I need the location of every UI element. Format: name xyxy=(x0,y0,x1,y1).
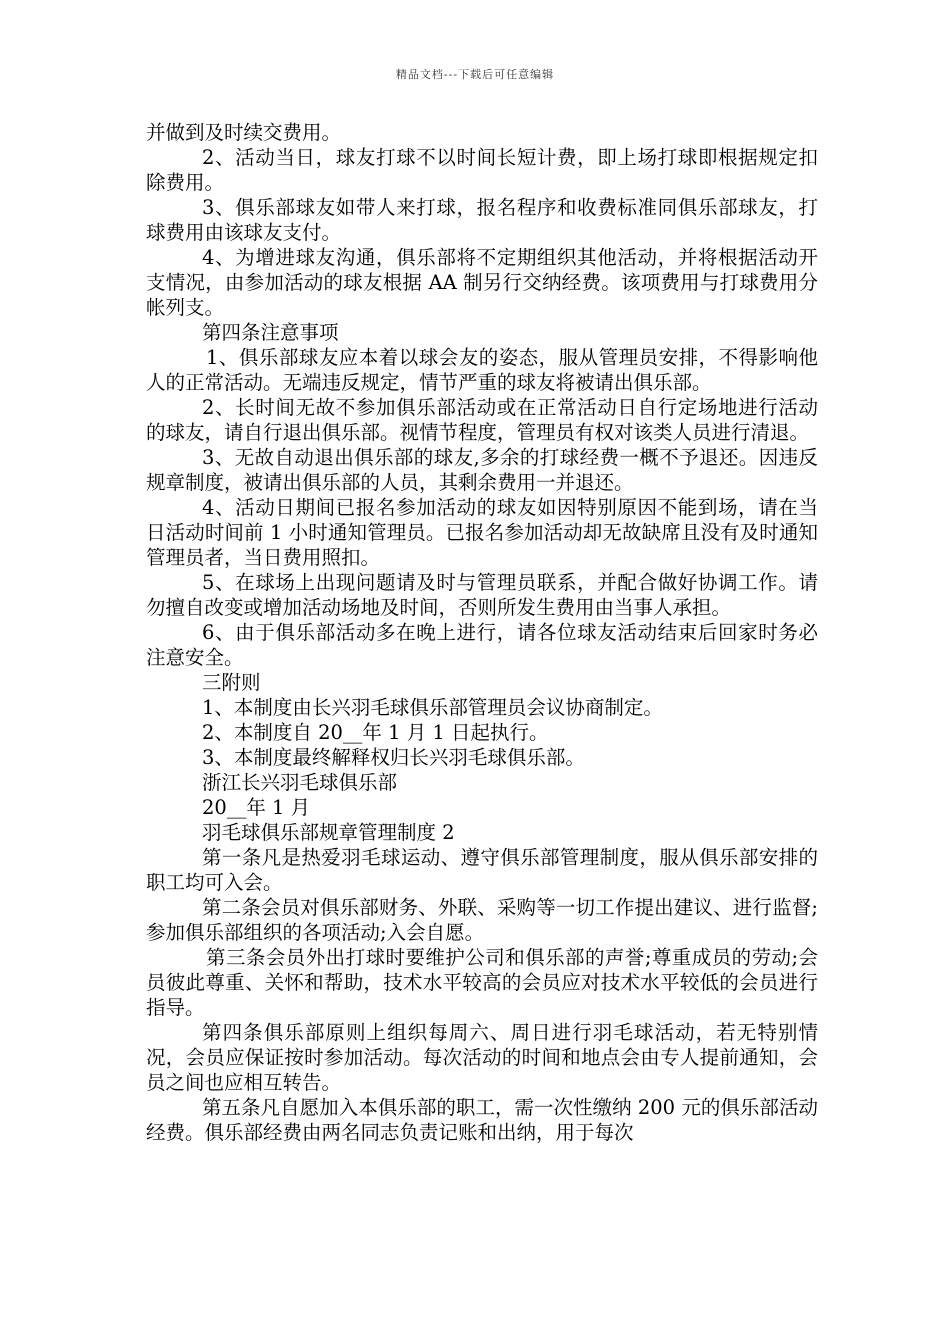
paragraph-continuation: 并做到及时续交费用。 xyxy=(146,121,342,144)
appendix-item-2: 2、本制度自 20__年 1 月 1 日起执行。 xyxy=(202,721,549,744)
section-heading-appendix: 三附则 xyxy=(202,671,261,694)
paragraph-note-3: 3、无故自动退出俱乐部的球友,多余的打球经费一概不予退还。因违反规章制度，被请出俱乐部的人员，其剩余费用一并退还。 xyxy=(146,446,818,494)
paragraph-item-2: 2、活动当日，球友打球不以时间长短计费，即上场打球即根据规定扣除费用。 xyxy=(146,146,818,194)
paragraph-item-3: 3、俱乐部球友如带人来打球，报名程序和收费标准同俱乐部球友，打球费用由该球友支付。 xyxy=(146,196,818,244)
signature-date: 20__年 1 月 xyxy=(202,796,311,819)
article-5: 第五条凡自愿加入本俱乐部的职工，需一次性缴纳 200 元的俱乐部活动经费。俱乐部经费由两名同志负责记账和出纳，用于每次 xyxy=(146,1096,818,1144)
signature-organization: 浙江长兴羽毛球俱乐部 xyxy=(202,771,398,794)
section-heading-article-4: 第四条注意事项 xyxy=(202,321,339,344)
article-4: 第四条俱乐部原则上组织每周六、周日进行羽毛球活动，若无特别情况，会员应保证按时参加活动。每次活动的时间和地点会由专人提前通知，会员之间也应相互转告。 xyxy=(146,1021,818,1094)
appendix-item-3: 3、本制度最终解释权归长兴羽毛球俱乐部。 xyxy=(202,746,585,769)
paragraph-note-5: 5、在球场上出现问题请及时与管理员联系，并配合做好协调工作。请勿擅自改变或增加活动场地及时间，否则所发生费用由当事人承担。 xyxy=(146,571,818,619)
article-1: 第一条凡是热爱羽毛球运动、遵守俱乐部管理制度，服从俱乐部安排的职工均可入会。 xyxy=(146,846,818,894)
article-2: 第二条会员对俱乐部财务、外联、采购等一切工作提出建议、进行监督;参加俱乐部组织的各项活动;入会自愿。 xyxy=(146,896,818,944)
article-3: 第三条会员外出打球时要维护公司和俱乐部的声誉;尊重成员的劳动;会员彼此尊重、关怀和帮助，技术水平较高的会员应对技术水平较低的会员进行指导。 xyxy=(146,946,818,1019)
paragraph-note-2: 2、长时间无故不参加俱乐部活动或在正常活动日自行定场地进行活动的球友，请自行退出俱乐部。视情节程度，管理员有权对该类人员进行清退。 xyxy=(146,396,818,444)
document-body xyxy=(146,120,818,1145)
header-note: 精品文档---下载后可任意编辑 xyxy=(395,68,555,81)
paragraph-note-4: 4、活动日期间已报名参加活动的球友如因特别原因不能到场，请在当日活动时间前 1 小时通知管理员。已报名参加活动却无故缺席且没有及时通知管理员者，当日费用照扣。 xyxy=(146,496,818,569)
appendix-item-1: 1、本制度由长兴羽毛球俱乐部管理员会议协商制定。 xyxy=(202,696,663,719)
paragraph-note-6: 6、由于俱乐部活动多在晚上进行，请各位球友活动结束后回家时务必注意安全。 xyxy=(146,621,818,669)
document-title-2: 羽毛球俱乐部规章管理制度 2 xyxy=(202,821,455,844)
paragraph-note-1: 1、俱乐部球友应本着以球会友的姿态，服从管理员安排，不得影响他人的正常活动。无端违反规定，情节严重的球友将被请出俱乐部。 xyxy=(146,346,818,394)
paragraph-item-4: 4、为增进球友沟通，俱乐部将不定期组织其他活动，并将根据活动开支情况，由参加活动的球友根据 AA 制另行交纳经费。该项费用与打球费用分帐列支。 xyxy=(146,246,818,319)
